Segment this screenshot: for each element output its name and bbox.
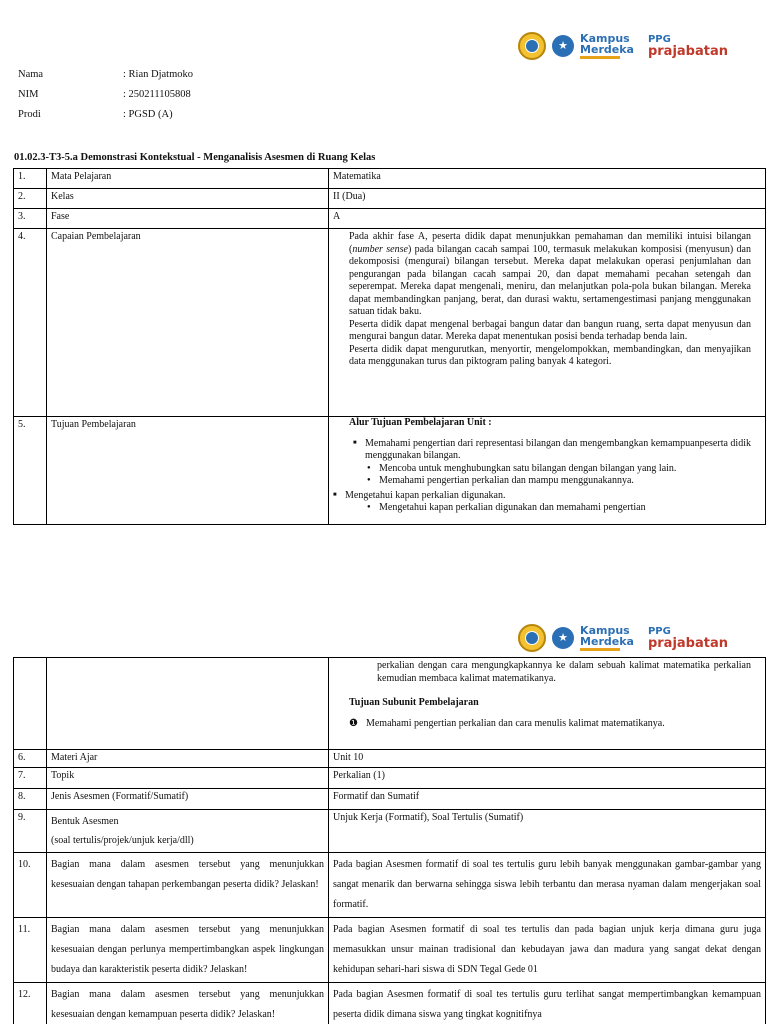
ppg-prajabatan-logo: PPG prajabatan: [647, 33, 728, 59]
tujuan-text: Alur Tujuan Pembelajaran Unit : ■ Memahami pengertian dari representasi bilangan dan mengembangkan kemampuanpeserta didik menggunakan bilangan. ● Mencoba untuk menghubungkan satu bilangan dengan bilangan yang lain. ● Memahami pengertian perkalian dan mampu menggunakannya. ■ Mengetahui kapan perkalian digunakan. ● Mengetahui kapan perkalian digunakan dan memahami pengertian: [329, 417, 766, 525]
table-row-capaian: 4. Capaian Pembelajaran Pada akhir fase A, peserta didik dapat menunjukkan pemahaman dan memiliki intuisi bilangan (number sense) pada bilangan cacah sampai 100, termasuk melakukan komposisi (menyusun) dan dekomposisi (mengurai) bilangan tersebut. Mereka dapat melakukan operasi penjumlahan dan pengurangan pada bilangan cacah sampai 20, dan dapat memahami pecahan setengah dan seperempat. Mereka dapat mengenali, meniru, dan melanjutkan pola-pola bukan bilangan. Mereka dapat membandingkan panjang, berat, dan durasi waktu, sertamengestimasi panjang menggunakan satuan tidak baku. Peserta didik dapat mengenal berbagai bangun datar dan bangun ruang, serta dapat menyusun dan mengurai bangun datar. Mereka dapat menentukan posisi benda terhadap benda lain. Peserta didik dapat mengurutkan, menyortir, mengelompokkan, membandingkan, dan menyajikan data menggunakan turus dan piktogram paling banyak 4 kategori.: [14, 229, 766, 417]
table-row: 12. Bagian mana dalam asesmen tersebut yang menunjukkan kesesuaian dengan kemampuan peserta didik? Jelaskan! Pada bagian Asesmen formatif di soal tes tertulis guru terlihat sangat mempertimbangkan kemampuan peserta didik dimana siswa yang tingkat kognitifnya: [14, 982, 766, 1024]
list-item: ■ Memahami pengertian dari representasi bilangan dan mengembangkan kemampuanpeserta didik menggunakan bilangan.: [351, 438, 761, 463]
list-item: Memahami pengertian perkalian dan cara menulis kalimat matematikanya.: [365, 717, 665, 729]
table-row: 11. Bagian mana dalam asesmen tersebut yang menunjukkan kesesuaian dengan perlunya mempertimbangkan aspek lingkungan budaya dan karakteristik peserta didik? Jelaskan! Pada bagian Asesmen formatif di soal tes tertulis dan pada bagian unjuk kerja dimana guru juga memasukkan unsur mainan tradisional dan kebudayan jawa dan madura yang sangat dekat dengan kehidupan sehari-hari siswa di SDN Tegal Gede 01: [14, 917, 766, 982]
university-seal-icon: [518, 32, 546, 60]
identity-row: NIM : 250211105808: [18, 89, 191, 100]
identity-block: [18, 68, 193, 128]
ppg-prajabatan-logo: PPG prajabatan: [647, 625, 728, 651]
list-item: ● Memahami pengertian perkalian dan mampu menggunakannya.: [367, 475, 761, 488]
list-item: ■ Mengetahui kapan perkalian digunakan.: [331, 490, 761, 503]
table-row: 1. Mata Pelajaran Matematika: [14, 169, 766, 189]
list-item: ● Mengetahui kapan perkalian digunakan dan memahami pengertian: [367, 502, 761, 515]
table-row: 8. Jenis Asesmen (Formatif/Sumatif) Formatif dan Sumatif: [14, 788, 766, 809]
table-row: 2. Kelas II (Dua): [14, 189, 766, 209]
identity-row: Nama : Rian Djatmoko: [18, 69, 193, 80]
kampus-merdeka-logo: Kampus Merdeka: [580, 625, 634, 651]
identity-row: Prodi : PGSD (A): [18, 109, 173, 120]
header-logos: [518, 26, 728, 66]
table-row: 3. Fase A: [14, 209, 766, 229]
table-row-tujuan: 5. Tujuan Pembelajaran Alur Tujuan Pembelajaran Unit : ■ Memahami pengertian dari representasi bilangan dan mengembangkan kemampuanpeserta didik menggunakan bilangan. ● Mencoba untuk menghubungkan satu bilangan dengan bilangan yang lain. ● Memahami pengertian perkalian dan mampu menggunakannya. ■ Mengetahui kapan perkalian digunakan. ● Mengetahui kapan perkalian digunakan dan memahami pengertian: [14, 417, 766, 525]
analysis-table-page2: [13, 657, 766, 1024]
numbered-bullet-icon: ❶: [349, 717, 358, 729]
university-seal-icon: [518, 624, 546, 652]
tut-wuri-icon: ★: [552, 35, 574, 57]
header-logos-page2: [518, 618, 728, 658]
tut-wuri-icon: ★: [552, 627, 574, 649]
table-row-tujuan-cont: perkalian dengan cara mengungkapkannya ke dalam sebuah kalimat matematika perkalian kemudian membaca kalimat matematikanya. Tujuan Subunit Pembelajaran ❶ Memahami pengertian perkalian dan cara menulis kalimat matematikanya.: [14, 658, 766, 750]
table-row: 9. Bentuk Asesmen (soal tertulis/projek/unjuk kerja/dll) Unjuk Kerja (Formatif), Soal Tertulis (Sumatif): [14, 809, 766, 852]
list-item: ● Mencoba untuk menghubungkan satu bilangan dengan bilangan yang lain.: [367, 463, 761, 476]
table-row: 7. Topik Perkalian (1): [14, 767, 766, 788]
kampus-merdeka-logo: Kampus Merdeka: [580, 33, 634, 59]
table-row: 10. Bagian mana dalam asesmen tersebut yang menunjukkan kesesuaian dengan tahapan perkembangan peserta didik? Jelaskan! Pada bagian Asesmen formatif di soal tes tertulis guru lebih banyak menggunakan gambar-gambar yang sangat menarik dan berwarna sehingga siswa lebih terbantu dan merasa nyaman dalam mengerjakan soal formatif.: [14, 852, 766, 917]
table-row: 6. Materi Ajar Unit 10: [14, 750, 766, 768]
analysis-table-page1: [13, 168, 766, 525]
capaian-text: Pada akhir fase A, peserta didik dapat menunjukkan pemahaman dan memiliki intuisi bilangan (number sense) pada bilangan cacah sampai 100, termasuk melakukan komposisi (menyusun) dan dekomposisi (mengurai) bilangan tersebut. Mereka dapat melakukan operasi penjumlahan dan pengurangan pada bilangan cacah sampai 20, dan dapat memahami pecahan setengah dan seperempat. Mereka dapat mengenali, meniru, dan melanjutkan pola-pola bukan bilangan. Mereka dapat membandingkan panjang, berat, dan durasi waktu, sertamengestimasi panjang menggunakan satuan tidak baku. Peserta didik dapat mengenal berbagai bangun datar dan bangun ruang, serta dapat menyusun dan mengurai bangun datar. Mereka dapat menentukan posisi benda terhadap benda lain. Peserta didik dapat mengurutkan, menyortir, mengelompokkan, membandingkan, dan menyajikan data menggunakan turus dan piktogram paling banyak 4 kategori.: [329, 229, 766, 417]
document-title: 01.02.3-T3-5.a Demonstrasi Kontekstual - Menganalisis Asesmen di Ruang Kelas: [14, 152, 376, 163]
